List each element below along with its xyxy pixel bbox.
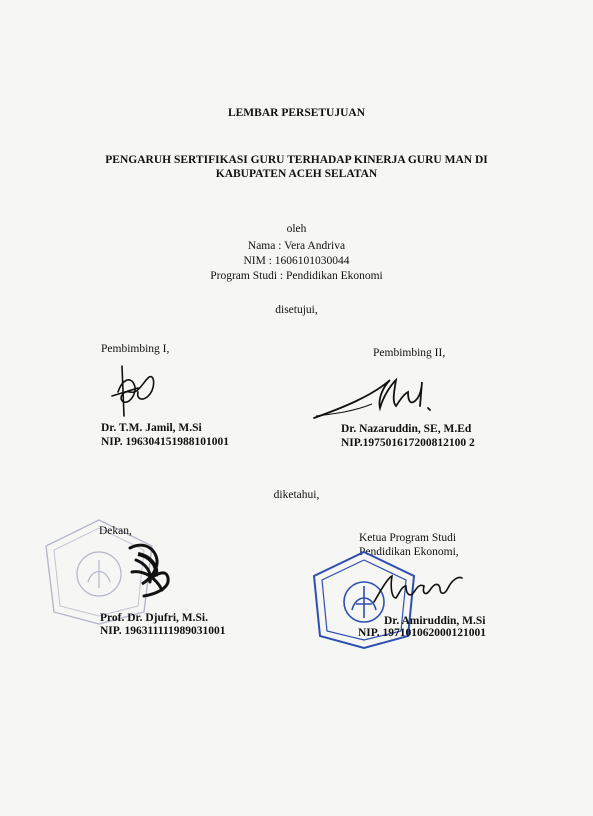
thesis-title-line2: KABUPATEN ACEH SELATAN — [215, 168, 378, 180]
advisor2-signature — [312, 370, 440, 422]
advisor1-signature — [108, 362, 160, 420]
approved-label: disetujui, — [275, 304, 318, 316]
page-title: LEMBAR PERSETUJUAN — [227, 107, 366, 119]
dean-name: Prof. Dr. Djufri, M.Si. — [100, 612, 208, 624]
head-name: Dr. Amiruddin, M.Si — [384, 615, 486, 627]
advisor1-role: Pembimbing I, — [101, 343, 170, 355]
advisor1-nip: NIP. 196304151988101001 — [101, 436, 229, 448]
dean-nip: NIP. 196311111989031001 — [100, 625, 226, 637]
student-nim: NIM : 1606101030044 — [243, 255, 350, 267]
head-nip: NIP. 197101062000121001 — [358, 627, 486, 639]
student-name: Nama : Vera Andriva — [247, 240, 346, 252]
head-role-line2: Pendidikan Ekonomi, — [359, 546, 459, 558]
advisor1-name: Dr. T.M. Jamil, M.Si — [101, 422, 202, 434]
dean-signature — [122, 538, 174, 600]
study-program: Program Studi : Pendidikan Ekonomi — [210, 270, 383, 282]
advisor2-role: Pembimbing II, — [373, 347, 446, 359]
acknowledged-label: diketahui, — [273, 489, 320, 501]
thesis-title-line1: PENGARUH SERTIFIKASI GURU TERHADAP KINERJA GURU MAN DI — [105, 154, 488, 166]
advisor2-name: Dr. Nazaruddin, SE, M.Ed — [341, 423, 472, 435]
dean-role: Dekan, — [99, 525, 132, 537]
head-signature — [370, 568, 466, 608]
head-role-line1: Ketua Program Studi — [359, 532, 457, 544]
by-label: oleh — [286, 223, 307, 235]
advisor2-nip: NIP.197501617200812100 2 — [341, 437, 475, 449]
